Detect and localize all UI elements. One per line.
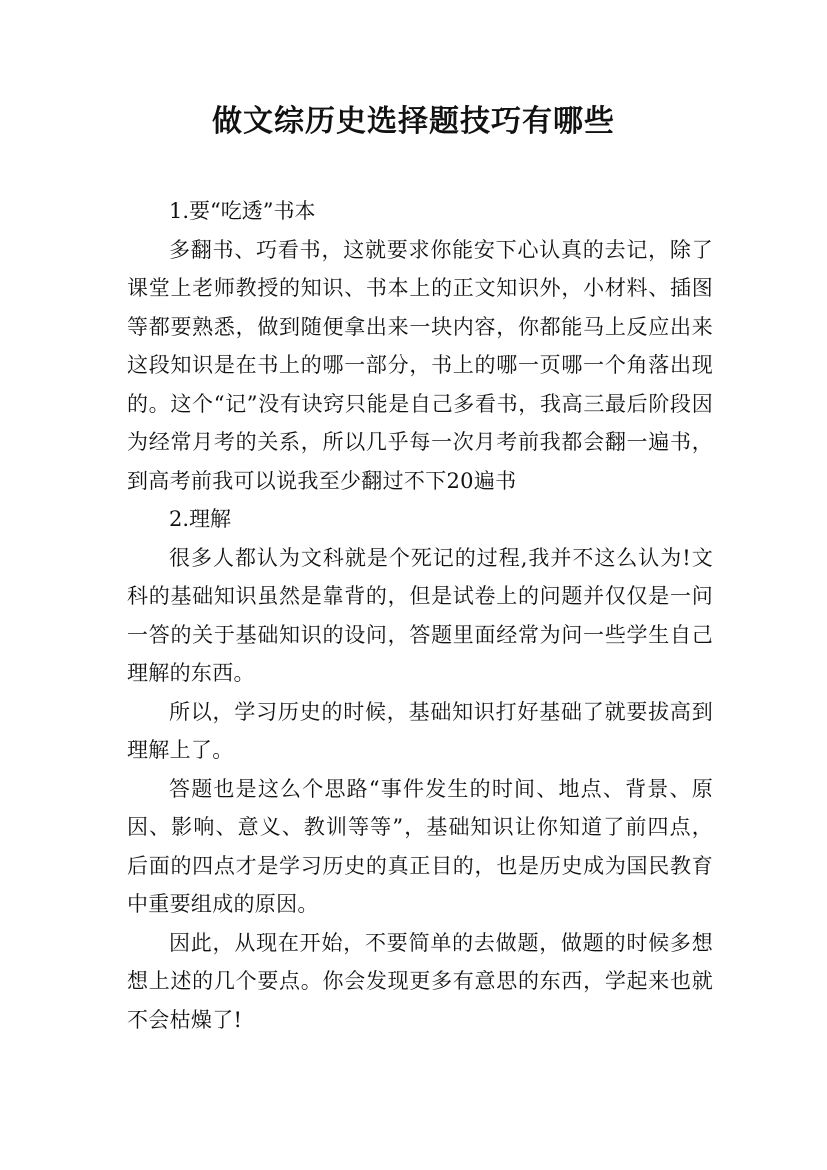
section-2-paragraph-1: 很多人都认为文科就是个死记的过程,我并不这么认为!文科的基础知识虽然是靠背的，但是试卷上的问题并仅仅是一问一答的关于基础知识的设问，答题里面经常为问一些学生自己理解的东西。 (127, 545, 713, 685)
section-heading-1: 1.要“吃透”书本 (169, 199, 316, 223)
section-2-paragraph-4: 因此，从现在开始，不要简单的去做题，做题的时候多想想上述的几个要点。你会发现更多有意思的东西，学起来也就不会枯燥了! (127, 930, 713, 1032)
section-2-paragraph-2: 所以，学习历史的时候，基础知识打好基础了就要拔高到理解上了。 (127, 699, 713, 762)
section-2-paragraph-3: 答题也是这么个思路“事件发生的时间、地点、背景、原因、影响、意义、教训等等”，基础知识让你知道了前四点，后面的四点才是学习历史的真正目的，也是历史成为国民教育中重要组成的原因。 (127, 776, 713, 916)
document-title: 做文综历史选择题技巧有哪些 (212, 104, 615, 139)
section-1-paragraph-1: 多翻书、巧看书，这就要求你能安下心认真的去记，除了课堂上老师教授的知识、书本上的正文知识外，小材料、插图等都要熟悉，做到随便拿出来一块内容，你都能马上反应出来这段知识是在书上的哪一部分，书上的哪一页哪一个角落出现的。这个“记”没有诀窍只能是自己多看书，我高三最后阶段因为经常月考的关系，所以几乎每一次月考前我都会翻一遍书，到高考前我可以说我至少翻过不下20遍书 (127, 237, 713, 493)
section-heading-2: 2.理解 (169, 507, 232, 531)
document-body (127, 192, 713, 1039)
